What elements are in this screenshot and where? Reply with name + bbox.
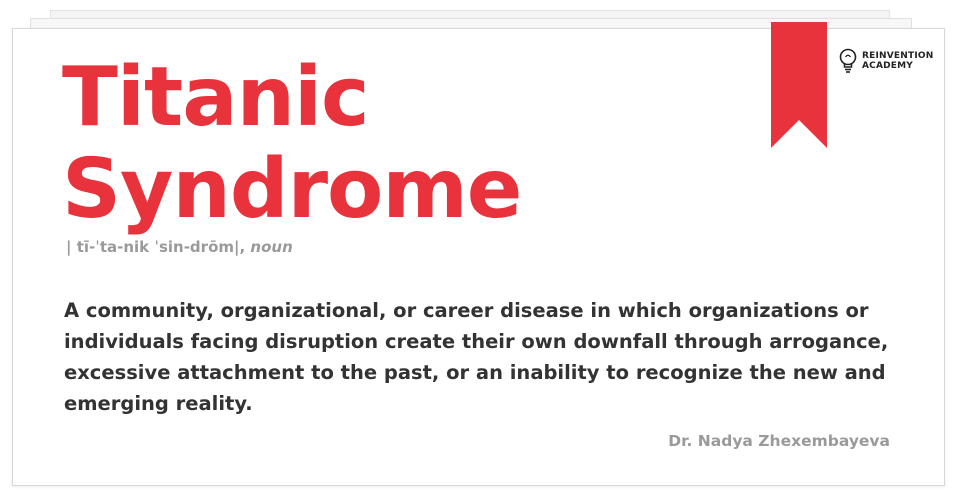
- reinvention-academy-logo: [838, 48, 933, 74]
- bookmark-ribbon-icon: [771, 22, 827, 148]
- lightbulb-icon: [838, 48, 858, 74]
- definition-text: A community, organizational, or career disease in which organizations or individuals facing disruption create their own downfall through arrogance, excessive attachment to the past, or an inability to recognize the new and emerging reality.: [64, 299, 889, 415]
- part-of-speech: noun: [250, 238, 293, 256]
- logo-line-2: ACADEMY: [862, 61, 914, 71]
- title-line-2: Syndrome: [62, 142, 522, 237]
- title-line-1: Titanic: [62, 50, 369, 145]
- page-title: [62, 52, 521, 236]
- pronunciation: [66, 238, 293, 256]
- pronunciation-text: | tī-ˈta-nik ˈsin-drōm|,: [66, 238, 246, 256]
- logo-line-1: REINVENTION: [862, 51, 934, 61]
- author-name: Dr. Nadya Zhexembayeva: [668, 432, 890, 450]
- logo-text: [862, 51, 933, 71]
